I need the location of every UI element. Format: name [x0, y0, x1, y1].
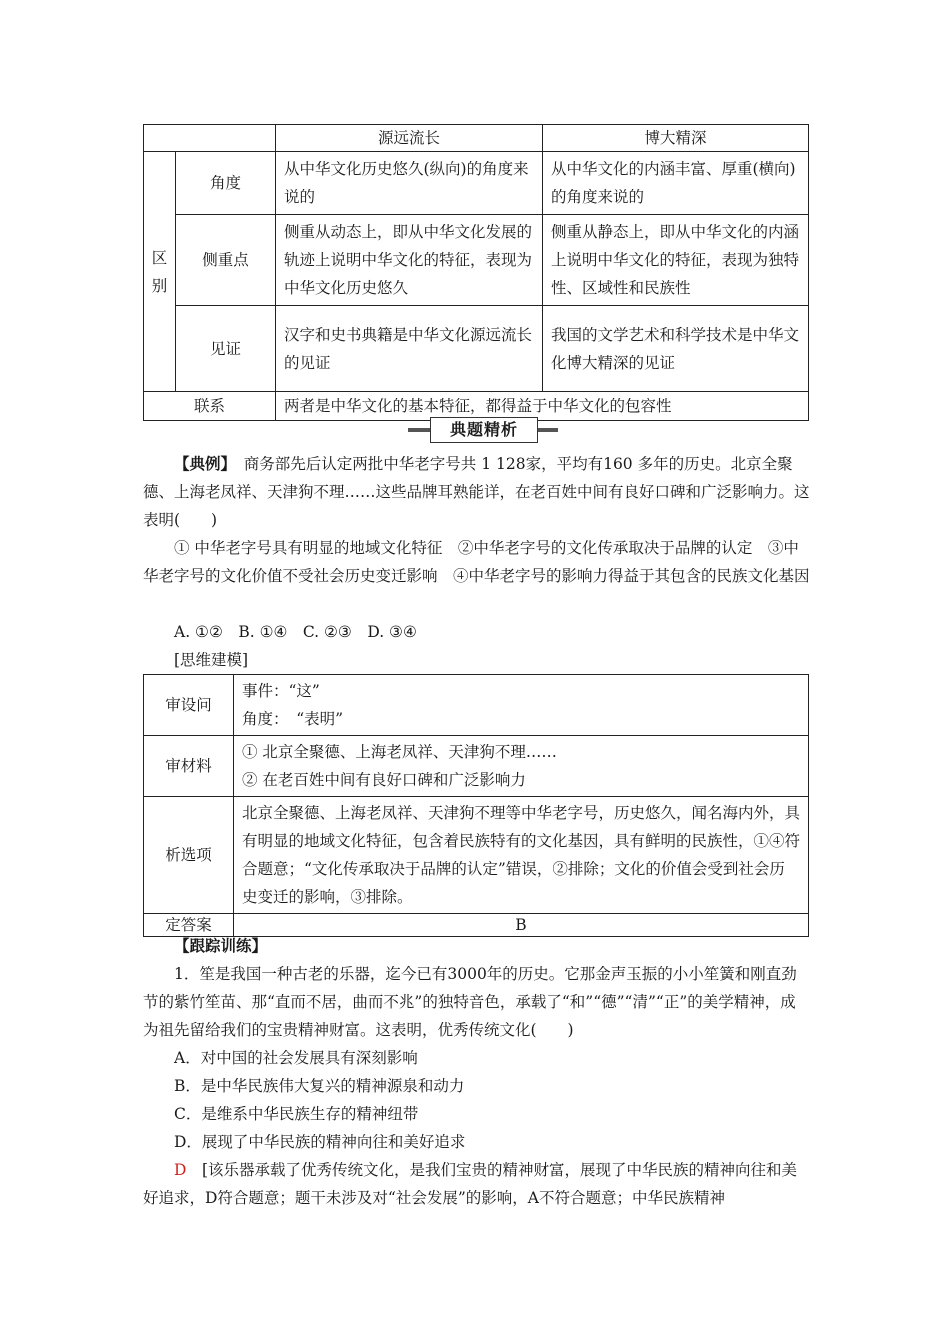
section-banner — [408, 417, 558, 443]
practice-tag: 【跟踪训练】 — [174, 936, 268, 955]
model-question-line: 角度： “表明” — [242, 710, 344, 728]
answer-explanation: [该乐器承载了优秀传统文化，是我们宝贵的精神财富，展现了中华民族的精神向往和美好追求，D符合题意；题干未涉及对“社会发展”的影响，A不符合题意；中华民族精神 — [143, 1161, 798, 1207]
example-tag: 【典例】 — [174, 454, 229, 473]
row-label-link: 联系 — [144, 392, 276, 421]
cell-evidence-a: 汉字和史书典籍是中华文化源远流长的见证 — [276, 306, 543, 392]
practice-option-b: B．是中华民族伟大复兴的精神源泉和动力 — [174, 1077, 465, 1095]
cell-angle-a: 从中华文化历史悠久(纵向)的角度来说的 — [276, 152, 543, 215]
table-row — [144, 675, 809, 736]
answer-letter: D — [174, 1161, 187, 1179]
table-row — [144, 215, 809, 306]
thinking-model-table — [143, 674, 809, 937]
model-material-line: ① 北京全聚德、上海老凤祥、天津狗不理…… — [242, 743, 557, 761]
example-stem: 商务部先后认定两批中华老字号共 1 128家，平均有160 多年的历史。北京全聚德、上海老凤祥、天津狗不理……这些品牌耳熟能详，在老百姓中间有良好口碑和广泛影响力。这表明( ) — [143, 455, 810, 529]
model-label-question: 审设问 — [144, 675, 234, 736]
header-cell-boda: 博大精深 — [543, 125, 809, 152]
model-label-analysis: 析选项 — [144, 797, 234, 914]
table-header-row — [144, 125, 809, 152]
table-row — [144, 736, 809, 797]
model-question-line: 事件：“这” — [242, 682, 320, 700]
example-statements: ① 中华老字号具有明显的地域文化特征 ②中华老字号的文化传承取决于品牌的认定 ③中华老字号的文化价值不受社会历史变迁影响 ④中华老字号的影响力得益于其包含的民族文化基因 — [143, 539, 810, 585]
header-cell-yuanyuan: 源远流长 — [276, 125, 543, 152]
model-label-material: 审材料 — [144, 736, 234, 797]
header-cell-blank — [144, 125, 276, 152]
cell-link-text: 两者是中华文化的基本特征，都得益于中华文化的包容性 — [276, 392, 809, 421]
model-title: [思维建模] — [174, 651, 249, 669]
practice-question-1: 1．笙是我国一种古老的乐器，迄今已有3000年的历史。它那金声玉振的小小笙簧和刚直劲节的紫竹笙苗、那“直而不居，曲而不兆”的独特音色，承载了“和”“德”“清”“正”的美学精神，成为祖先留给我们的宝贵精神财富。这表明，优秀传统文化( ) — [143, 965, 797, 1039]
model-label-answer: 定答案 — [144, 914, 234, 937]
practice-answer-paragraph — [143, 1156, 811, 1212]
row-label-angle: 角度 — [176, 152, 276, 215]
practice-option-c: C．是维系中华民族生存的精神纽带 — [174, 1105, 419, 1123]
model-material-line: ② 在老百姓中间有良好口碑和广泛影响力 — [242, 771, 526, 789]
model-cell-analysis: 北京全聚德、上海老凤祥、天津狗不理等中华老字号，历史悠久，闻名海内外，具有明显的地域文化特征，包含着民族特有的文化基因，具有鲜明的民族性，①④符合题意；“文化传承取决于品牌的认定”错误，②排除；文化的价值会受到社会历史变迁的影响，③排除。 — [234, 797, 809, 914]
banner-title: 典题精析 — [430, 417, 538, 443]
row-label-focus: 侧重点 — [176, 215, 276, 306]
table-row — [144, 306, 809, 392]
comparison-table — [143, 124, 809, 421]
example-options: A. ①② B. ①④ C. ②③ D. ③④ — [174, 623, 417, 641]
model-cell-question — [234, 675, 809, 736]
practice-option-a: A．对中国的社会发展具有深刻影响 — [174, 1049, 418, 1067]
table-row — [144, 152, 809, 215]
group-label-text: 区别 — [151, 248, 168, 295]
cell-focus-b: 侧重从静态上，即从中华文化的内涵上说明中华文化的特征，表现为独特性、区域性和民族性 — [543, 215, 809, 306]
row-label-evidence: 见证 — [176, 306, 276, 392]
practice-option-d: D．展现了中华民族的精神向往和美好追求 — [174, 1133, 466, 1151]
cell-focus-a: 侧重从动态上，即从中华文化发展的轨迹上说明中华文化的特征，表现为中华文化历史悠久 — [276, 215, 543, 306]
cell-evidence-b: 我国的文学艺术和科学技术是中华文化博大精深的见证 — [543, 306, 809, 392]
example-paragraph — [143, 450, 811, 534]
table-row — [144, 797, 809, 914]
model-cell-answer: B — [234, 914, 809, 937]
group-label-difference — [144, 152, 176, 392]
model-cell-material — [234, 736, 809, 797]
cell-angle-b: 从中华文化的内涵丰富、厚重(横向)的角度来说的 — [543, 152, 809, 215]
